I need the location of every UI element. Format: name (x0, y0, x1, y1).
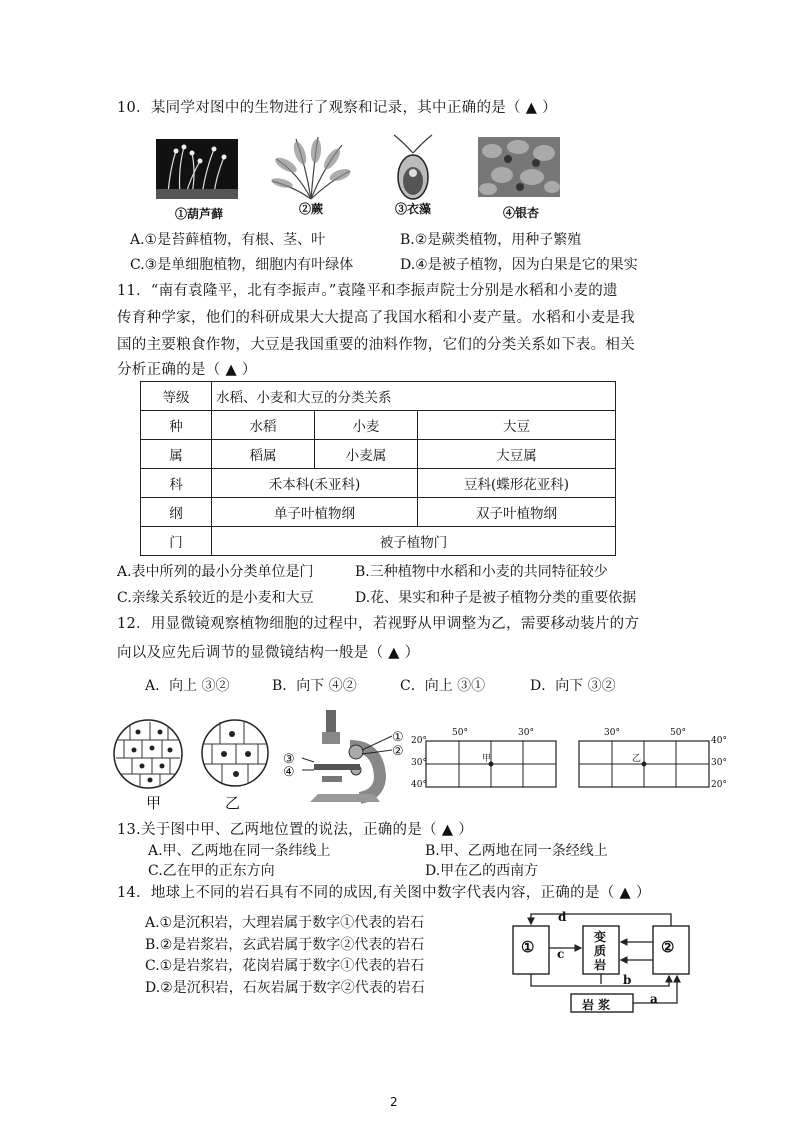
row-label-genus: 属 (141, 440, 212, 469)
row-label-phylum: 门 (141, 527, 212, 556)
q14-option-d: D.②是沉积岩，石灰岩属于数字②代表的岩石 (145, 980, 425, 996)
classification-table (140, 381, 616, 556)
ginkgo-image (478, 137, 560, 197)
grid2-point-label: 乙 (632, 754, 642, 764)
q10-option-d: D.④是被子植物，因为白果是它的果实 (400, 257, 638, 273)
grid2-right-label: 40° (711, 736, 727, 746)
arrow-label-c: c (557, 947, 565, 961)
table-row (141, 440, 616, 469)
table-header-title: 水稻、小麦和大豆的分类关系 (212, 382, 616, 411)
mic-label-4: ④ (283, 765, 295, 780)
q14-stem: 14．地球上不同的岩石具有不同的成因,有关图中数字代表内容，正确的是（ ▲ ） (117, 885, 651, 901)
q11-line-4: 分析正确的是（ ▲ ） (117, 362, 257, 378)
cell: 小麦 (315, 411, 418, 440)
cell: 豆科(蝶形花亚科) (418, 469, 616, 498)
mic-label-2: ② (392, 744, 404, 759)
mic-label-3: ③ (283, 752, 295, 767)
q10-stem: 10．某同学对图中的生物进行了观察和记录，其中正确的是（ ▲ ） (117, 100, 557, 116)
arrow-label-b: b (623, 973, 632, 987)
q11-option-d: D.花、果实和种子是被子植物分类的重要依据 (355, 590, 637, 606)
grid1-left-label: 40° (411, 780, 427, 790)
rock-box-mid-1: 变 (594, 930, 607, 944)
chlamydomonas-image (388, 133, 438, 201)
q14-option-a: A.①是沉积岩，大理岩属于数字①代表的岩石 (145, 915, 425, 931)
grid1-top-label: 50° (452, 728, 468, 738)
q13-option-b: B.甲、乙两地在同一条经线上 (425, 843, 608, 859)
arrow-label-a: a (650, 992, 658, 1006)
cell: 单子叶植物纲 (212, 498, 418, 527)
cell-view-jia (108, 718, 188, 790)
row-label-class: 纲 (141, 498, 212, 527)
q12-option-d: D．向下 ③② (530, 678, 616, 694)
table-row (141, 411, 616, 440)
q11-line-2: 传育种学家，他们的科研成果大大提高了我国水稻和小麦产量。水稻和小麦是我 (117, 310, 635, 326)
rock-box-1: ① (521, 938, 535, 956)
grid2-right-label: 20° (711, 780, 727, 790)
q11-option-a: A.表中所列的最小分类单位是门 (117, 564, 314, 580)
cell: 禾本科(禾亚科) (212, 469, 418, 498)
q12-option-a: A．向上 ③② (145, 678, 230, 694)
fern-image (268, 133, 354, 201)
q11-line-1: 11．“南有袁隆平，北有李振声。”袁隆平和李振声院士分别是水稻和小麦的遗 (117, 283, 618, 299)
page-number: 2 (390, 1095, 398, 1109)
grid2-top-label: 50° (670, 728, 686, 738)
rock-box-mid-3: 岩 (594, 958, 607, 972)
q12-option-c: C．向上 ③① (400, 678, 486, 694)
cell-view-yi (198, 718, 272, 788)
cell: 水稻 (212, 411, 315, 440)
cell: 双子叶植物纲 (418, 498, 616, 527)
caption-fern: ②蕨 (298, 202, 323, 216)
cell: 被子植物门 (212, 527, 616, 556)
cell: 大豆属 (418, 440, 616, 469)
mic-label-1: ① (392, 730, 404, 745)
q14-option-c: C.①是岩浆岩，花岗岩属于数字①代表的岩石 (145, 958, 425, 974)
cell: 稻属 (212, 440, 315, 469)
cell: 大豆 (418, 411, 616, 440)
arrow-label-d: d (558, 910, 567, 924)
label-jia: 甲 (146, 794, 162, 812)
q10-option-b: B.②是蕨类植物，用种子繁殖 (400, 232, 582, 248)
rock-box-2: ② (661, 938, 675, 956)
table-row (141, 498, 616, 527)
row-label-species: 种 (141, 411, 212, 440)
grid-map-yi (578, 740, 710, 788)
q10-option-c: C.③是单细胞植物，细胞内有叶绿体 (130, 257, 354, 273)
q13-option-d: D.甲在乙的西南方 (425, 863, 539, 879)
q11-option-c: C.亲缘关系较近的是小麦和大豆 (117, 590, 314, 606)
caption-chlamydomonas: ③衣藻 (394, 202, 431, 216)
cell: 小麦属 (315, 440, 418, 469)
grid2-top-label: 30° (604, 728, 620, 738)
q11-line-3: 国的主要粮食作物，大豆是我国重要的油料作物，它们的分类关系如下表。相关 (117, 337, 635, 353)
grid2-right-label: 30° (711, 758, 727, 768)
q10-option-a: A.①是苔藓植物，有根、茎、叶 (130, 232, 326, 248)
moss-image (156, 139, 238, 199)
table-row (141, 469, 616, 498)
grid-map-jia (425, 740, 557, 788)
label-yi: 乙 (225, 794, 241, 812)
q13-option-c: C.乙在甲的正东方向 (148, 863, 275, 879)
grid1-left-label: 20° (411, 736, 427, 746)
q12-option-b: B．向下 ④② (272, 678, 357, 694)
caption-ginkgo: ④银杏 (502, 206, 539, 220)
grid1-left-label: 30° (411, 758, 427, 768)
q13-option-a: A.甲、乙两地在同一条纬线上 (148, 843, 331, 859)
row-label-family: 科 (141, 469, 212, 498)
table-header-level: 等级 (141, 382, 212, 411)
q12-line-1: 12．用显微镜观察植物细胞的过程中，若视野从甲调整为乙，需要移动装片的方 (117, 616, 640, 632)
magma-box: 岩 浆 (582, 998, 611, 1012)
q13-stem: 13.关于图中甲、乙两地位置的说法，正确的是（ ▲ ） (117, 822, 474, 838)
q11-option-b: B.三种植物中水稻和小麦的共同特征较少 (355, 564, 608, 580)
caption-moss: ①葫芦藓 (174, 207, 223, 221)
q14-option-b: B.②是岩浆岩，玄武岩属于数字②代表的岩石 (145, 937, 425, 953)
table-row (141, 527, 616, 556)
grid1-point-label: 甲 (482, 754, 492, 764)
rock-box-mid-2: 质 (594, 944, 607, 958)
q12-line-2: 向以及应先后调节的显微镜结构一般是（ ▲ ） (117, 645, 420, 661)
grid1-top-label: 30° (518, 728, 534, 738)
